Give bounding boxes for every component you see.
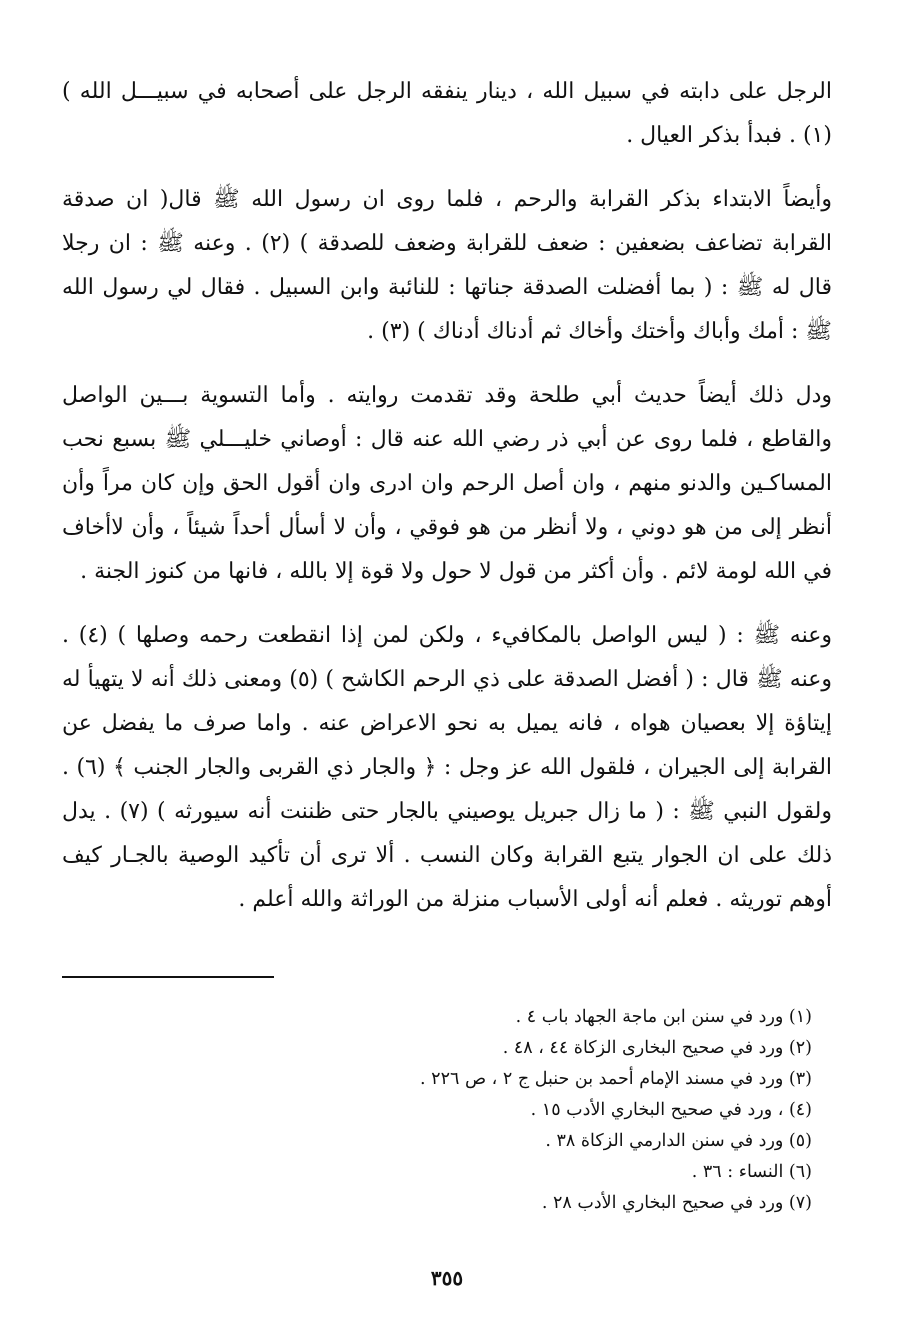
- footnote-item: (٧) ورد في صحيح البخاري الأدب ٢٨ .: [541, 1193, 812, 1213]
- paragraph-2: وأيضاً الابتداء بذكر القرابة والرحم ، فلما روى ان رسول الله ﷺ قال( ان صدقة القرابة تضاعف بضعفين : ضعف للقرابة وضعف للصدقة ) (٢) . وعنه ﷺ : ان رجلا قال له ﷺ : ( بما أفضلت الصدقة جناتها : للنائبة وابن السبيل . فقال لي رسول الله ﷺ : أمك وأباك وأختك وأخاك ثم أدناك أدناك ) (٣) .: [62, 187, 833, 344]
- footnotes-list: [420, 1002, 812, 1219]
- footnote-item: (٣) ورد في مسند الإمام أحمد بن حنبل ج ٢ ، ص ٢٢٦ .: [420, 1069, 812, 1089]
- paragraph-4: وعنه ﷺ : ( ليس الواصل بالمكافيء ، ولكن لمن إذا انقطعت رحمه وصلها ) (٤) . وعنه ﷺ قال : ( أفضل الصدقة على ذي الرحم الكاشح ) (٥) ومعنى ذلك أنه لا يتهيأ له إيتاؤة إلا بعصيان هواه ، فانه يميل به نحو الاعراض عنه . واما صرف ما يفضل عن القرابة إلى الجيران ، فلقول الله عز وجل : ﴿ والجار ذي القربى والجار الجنب ﴾ (٦) . ولقول النبي ﷺ : ( ما زال جبريل يوصيني بالجار حتى ظننت أنه سيورثه ) (٧) . يدل ذلك على ان الجوار يتبع القرابة وكان النسب . ألا ترى أن تأكيد الوصية بالجـار كيف أوهم توريثه . فعلم أنه أولى الأسباب منزلة من الوراثة والله أعلم .: [62, 623, 833, 912]
- footnote-item: (٤) ، ورد في صحيح البخاري الأدب ١٥ .: [530, 1100, 812, 1120]
- footnote-item: (١) ورد في سنن ابن ماجة الجهاد باب ٤ .: [515, 1007, 812, 1027]
- paragraph-1: الرجل على دابته في سبيل الله ، دينار ينفقه الرجل على أصحابه في سبيـــل الله ) (١) . فبدأ بذكر العيال .: [62, 79, 832, 148]
- paragraph-3: ودل ذلك أيضاً حديث أبي طلحة وقد تقدمت روايته . وأما التسوية بـــين الواصل والقاطع ، فلما روى عن أبي ذر رضي الله عنه قال : أوصاني خليـــلي ﷺ بسبع نحب المساكـين والدنو منهم ، وان أصل الرحم وان ادرى وان أقول الحق وإن كان مراً وأن أنظر إلى من هو دوني ، ولا أنظر من هو فوقي ، وأن لا أسأل أحداً شيئاً ، وأن لاأخاف في الله لومة لائم . وأن أكثر من قول لا حول ولا قوة إلا بالله ، فانها من كنوز الجنة .: [62, 383, 832, 584]
- footnote-item: (٥) ورد في سنن الدارمي الزكاة ٣٨ .: [545, 1131, 812, 1151]
- footnote-item: (٦) النساء : ٣٦ .: [691, 1162, 812, 1182]
- page-number: ٣٥٥: [430, 1266, 464, 1290]
- footnote-separator: [62, 976, 274, 978]
- body-text: [62, 70, 832, 922]
- footnote-item: (٢) ورد في صحيح البخارى الزكاة ٤٤ ، ٤٨ .: [502, 1038, 812, 1058]
- document-page: [62, 70, 832, 1310]
